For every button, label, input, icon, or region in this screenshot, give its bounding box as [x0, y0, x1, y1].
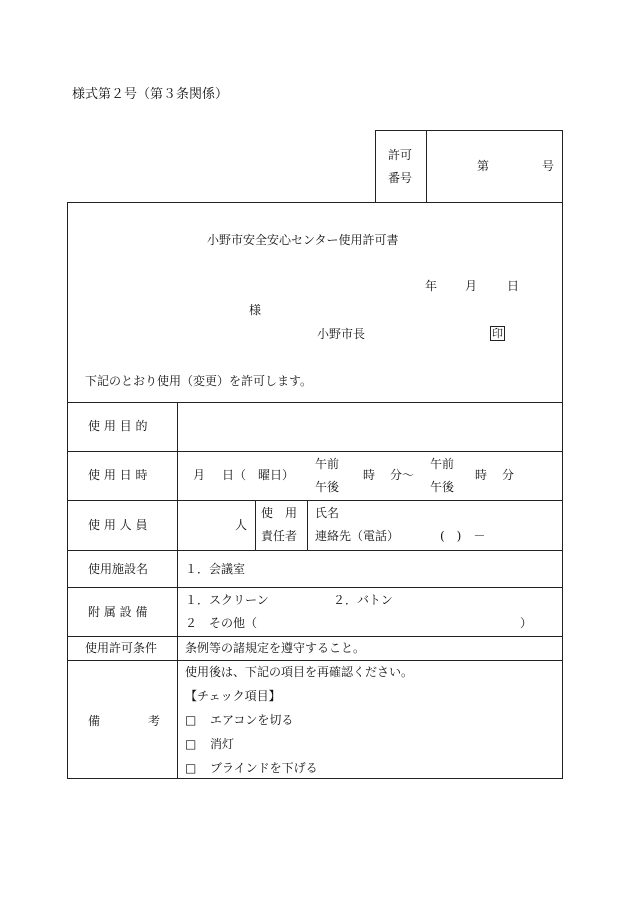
dt-pm-2: 午後: [430, 480, 455, 494]
checkbox-lights[interactable]: □: [185, 737, 197, 751]
row-line: [67, 451, 563, 452]
checkbox-aircon[interactable]: □: [185, 713, 197, 727]
document-title: 小野市安全安心センター使用許可書: [207, 233, 399, 247]
equipment-other: ２ その他（: [185, 616, 258, 630]
equipment-item-1: １．スクリーン: [185, 593, 269, 607]
dt-hour-2: 時: [475, 468, 488, 482]
permit-number-box: [375, 130, 563, 203]
permit-label-1: 許可: [388, 148, 413, 162]
row-label-conditions: 使用許可条件: [85, 641, 158, 655]
dt-weekday: 曜日）: [258, 468, 295, 482]
dt-minute-2: 分: [502, 468, 515, 482]
remarks-line-1: 使用後は、下記の項目を再確認ください。: [185, 665, 414, 679]
persons-divider-2: [307, 500, 308, 550]
responsible-label-2: 責任者: [261, 529, 298, 543]
row-label-purpose: 使 用 目 的: [88, 419, 148, 433]
row-line: [67, 660, 563, 661]
dt-hour-1: 時: [363, 468, 376, 482]
check-header: 【チェック項目】: [185, 689, 281, 703]
addressee-suffix: 様: [249, 303, 262, 317]
phone-format: ( ) －: [440, 529, 486, 543]
row-label-remarks-2: 考: [148, 714, 161, 728]
permit-box-divider: [426, 130, 427, 203]
row-label-persons: 使 用 人 員: [88, 518, 148, 532]
conditions-value: 条例等の諸規定を遵守すること。: [185, 641, 366, 655]
date-day: 日: [507, 279, 520, 293]
responsible-label-1: 使 用: [261, 506, 298, 520]
dt-minute-1: 分〜: [390, 468, 415, 482]
intro-text: 下記のとおり使用（変更）を許可します。: [85, 374, 313, 388]
table-label-divider: [177, 402, 178, 779]
check-item-lights: 消灯: [210, 737, 235, 751]
dt-am-1: 午前: [315, 457, 340, 471]
row-line: [67, 587, 563, 588]
checkbox-blinds[interactable]: □: [185, 761, 197, 775]
form-id: 様式第２号（第３条関係）: [72, 87, 229, 102]
check-item-aircon: エアコンを切る: [210, 713, 294, 727]
dt-am-2: 午前: [430, 457, 455, 471]
name-label: 氏名: [315, 506, 340, 520]
row-line: [67, 636, 563, 637]
permit-label-2: 番号: [388, 171, 413, 185]
row-line: [67, 550, 563, 551]
permit-dai: 第: [477, 159, 490, 173]
row-label-remarks-1: 備: [88, 714, 101, 728]
contact-label: 連絡先（電話）: [315, 529, 400, 543]
equipment-other-close: ）: [520, 616, 533, 630]
persons-unit: 人: [235, 518, 248, 532]
date-month: 月: [465, 279, 478, 293]
equipment-item-2: ２．バトン: [333, 593, 393, 607]
row-label-datetime: 使 用 日 時: [88, 468, 148, 482]
row-label-equipment: 附 属 設 備: [88, 605, 148, 619]
persons-divider-1: [255, 500, 256, 550]
check-item-blinds: ブラインドを下げる: [210, 761, 318, 775]
dt-day: 日（: [222, 468, 247, 482]
date-year: 年: [425, 279, 438, 293]
row-line: [67, 500, 563, 501]
row-label-facility: 使用施設名: [88, 562, 149, 576]
facility-value: １．会議室: [185, 562, 246, 576]
permit-go: 号: [542, 159, 555, 173]
table-top-line: [67, 402, 563, 403]
issuer: 小野市長: [317, 327, 366, 341]
dt-pm-1: 午後: [315, 480, 340, 494]
seal-mark: 印: [492, 327, 503, 340]
dt-month: 月: [193, 468, 206, 482]
